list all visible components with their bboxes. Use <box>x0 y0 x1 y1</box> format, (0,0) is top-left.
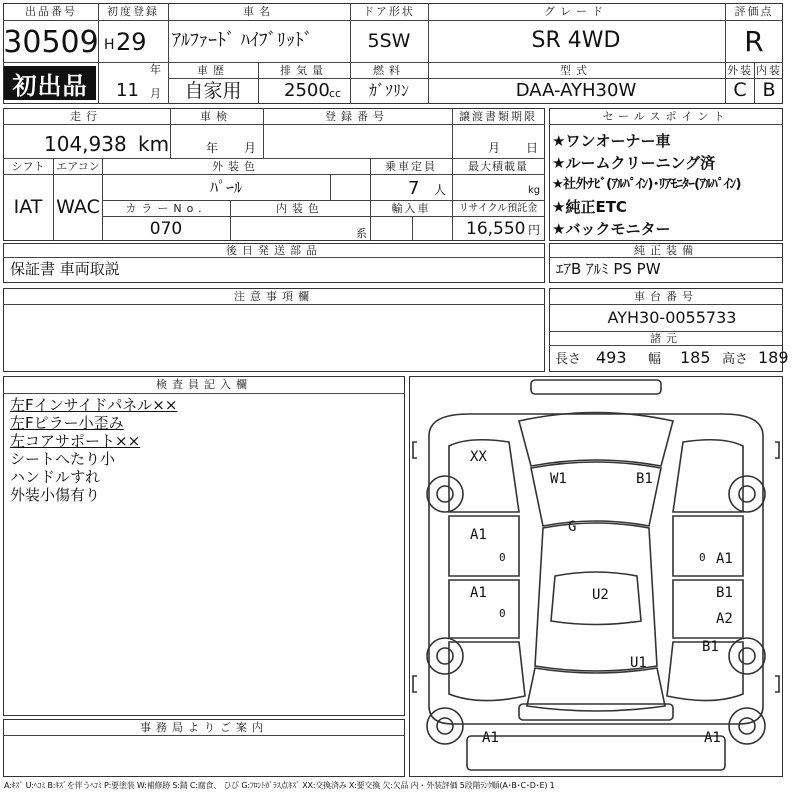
capacity-unit: 人 <box>434 183 447 197</box>
import-label: 輸入車 <box>391 202 431 215</box>
mileage: 104,938 <box>44 132 127 156</box>
door-label: ドア形状 <box>363 5 415 18</box>
mark-a1-bumper-right: A1 <box>704 730 721 746</box>
inspector-line: ハンドルすれ <box>10 468 101 486</box>
door-type: 5SW <box>367 30 411 52</box>
mark-a1-right-front-door: A1 <box>716 551 733 567</box>
mileage-label: 走行 <box>70 110 102 123</box>
mark-b1-hood: B1 <box>636 471 653 487</box>
recycle-fee: 16,550 <box>466 219 526 239</box>
sales-point-item: ★バックモニター <box>552 220 671 238</box>
int-color-unit: 系 <box>356 227 367 240</box>
lot-number: 30509 <box>3 25 99 60</box>
sales-points-label: セールスポイント <box>602 110 730 123</box>
transfer-month-unit: 月 <box>488 141 501 155</box>
inspector-line: 左コアサポート×× <box>10 432 141 450</box>
height: 189 <box>758 348 789 367</box>
ext-color-label: 外装色 <box>212 160 260 173</box>
history: 自家用 <box>184 80 242 102</box>
capacity: 7 <box>408 178 420 199</box>
ac-label: エアコン <box>56 160 100 173</box>
notes-label: 注意事項欄 <box>234 290 314 303</box>
office-label: 事務局よりご案内 <box>140 721 268 734</box>
dimensions-label: 諸元 <box>650 332 682 345</box>
inspector-line: 左Fピラー小歪み <box>10 414 124 432</box>
legend-text: A:ｷｽﾞ U:ﾍｺﾐ B:ｷｽﾞを伴うﾍｺﾐ P:要塗装 W:補修跡 S:錆 C:腐食、 ひび G:ﾌﾛﾝﾄｶﾞﾗｽ点ｷｽﾞ XX:交換済み X:要交換 欠:欠品 内・外装評価 5段階ﾗﾝｸ順(A･B･C･D･E) 1 <box>4 781 555 790</box>
mileage-unit: km <box>138 132 170 156</box>
grade-label: グレード <box>544 5 608 18</box>
car-outline-diagram <box>409 376 783 777</box>
displacement-label: 排気量 <box>280 64 328 77</box>
chassis-number: AYH30-0055733 <box>607 308 737 327</box>
ac: WAC <box>56 196 100 218</box>
first-listing-badge: 初出品 <box>4 66 96 100</box>
inspector-comments <box>10 396 177 504</box>
mark-a1-left-rear-door: A1 <box>470 585 487 601</box>
year-unit: 年 <box>150 63 161 76</box>
mark-u1: U1 <box>630 655 647 671</box>
mark-a2-right-rear-door: A2 <box>716 611 733 627</box>
inspection-label: 車検 <box>200 110 232 123</box>
mark-xx: XX <box>470 449 487 465</box>
int-color-label: 内装色 <box>276 202 324 215</box>
mark-0-right-front-door: 0 <box>699 551 706 564</box>
color-no-label: カラーNo. <box>125 202 207 215</box>
registration-label: 初度登録 <box>107 5 159 18</box>
equipment: ｴｱB ｱﾙﾐ PS PW <box>556 260 661 278</box>
chassis-label: 車台番号 <box>634 290 698 303</box>
mark-0-left-front-door: 0 <box>499 551 506 564</box>
model: DAA-AYH30W <box>515 80 637 101</box>
grade: SR 4WD <box>531 28 621 53</box>
shift-label: シフト <box>11 160 45 173</box>
length-label: 長さ <box>555 352 582 367</box>
capacity-label: 乗車定員 <box>385 160 437 173</box>
later-parts-label: 後日発送部品 <box>226 244 322 257</box>
inspector-line: シートへたり小 <box>10 450 116 468</box>
mark-0-left-rear-door: 0 <box>499 607 506 620</box>
reg-no-label: 登録番号 <box>325 110 389 123</box>
recycle-label: リサイクル預託金 <box>458 203 538 214</box>
mark-w1: W1 <box>550 471 567 487</box>
mark-u2: U2 <box>592 587 609 603</box>
lot-no-label: 出品番号 <box>25 5 77 18</box>
height-label: 高さ <box>722 352 749 367</box>
equipment-label: 純正装備 <box>634 244 698 257</box>
ext-color: ﾊﾟｰﾙ <box>209 178 243 197</box>
shift: IAT <box>13 196 43 218</box>
int-grade-label: 内装 <box>756 64 782 77</box>
car-name: ｱﾙﾌｧｰﾄﾞ ﾊｲﾌﾞﾘｯﾄﾞ <box>172 30 313 51</box>
mark-b1-right-quarter: B1 <box>702 639 719 655</box>
inspection-month-unit: 月 <box>244 141 257 155</box>
month-unit: 月 <box>150 87 161 100</box>
inspector-line: 左Fインサイドパネル×× <box>10 396 178 414</box>
width: 185 <box>680 348 711 367</box>
score-label: 評価点 <box>734 5 774 18</box>
fuel-label: 燃料 <box>373 64 405 77</box>
sales-point-item: ★ワンオーナー車 <box>552 132 671 150</box>
mark-g: G <box>568 519 577 535</box>
car-name-label: 車名 <box>243 5 275 18</box>
mark-b1-right-rear-door: B1 <box>716 585 733 601</box>
inspector-line: 外装小傷有り <box>10 486 101 504</box>
ext-grade: C <box>733 79 747 101</box>
length: 493 <box>596 348 627 367</box>
inspector-label: 検査員記入欄 <box>156 378 252 391</box>
reg-month: 11 <box>116 80 139 101</box>
sales-points-list <box>552 130 782 240</box>
ext-grade-label: 外装 <box>727 64 753 77</box>
load-unit: kg <box>528 185 541 196</box>
fuel: ｶﾞｿﾘﾝ <box>368 81 410 100</box>
later-parts: 保証書 車両取説 <box>10 260 120 278</box>
recycle-unit: 円 <box>528 223 541 237</box>
reg-year: 29 <box>116 28 147 56</box>
transfer-label: 譲渡書類期限 <box>459 110 537 123</box>
sales-point-item: ★純正ETC <box>552 198 627 216</box>
score: R <box>744 25 764 58</box>
mark-a1-left-front-door: A1 <box>470 527 487 543</box>
int-grade: B <box>762 79 776 101</box>
color-no: 070 <box>149 219 183 239</box>
transfer-day-unit: 日 <box>526 141 539 155</box>
inspection-year-unit: 年 <box>206 141 219 155</box>
mark-a1-bumper-left: A1 <box>482 730 499 746</box>
model-label: 型式 <box>560 64 592 77</box>
era: H <box>104 37 115 53</box>
width-label: 幅 <box>648 352 662 367</box>
sales-point-item: ★社外ﾅﾋﾞ(ｱﾙﾊﾟｲﾝ)･ﾘｱﾓﾆﾀｰ(ｱﾙﾊﾟｲﾝ) <box>552 177 741 192</box>
load-label: 最大積載量 <box>468 160 528 173</box>
sales-point-item: ★ルームクリーニング済 <box>552 154 716 172</box>
displacement: 2500 <box>284 80 330 101</box>
history-label: 車歴 <box>197 64 229 77</box>
displacement-unit: cc <box>329 87 342 100</box>
